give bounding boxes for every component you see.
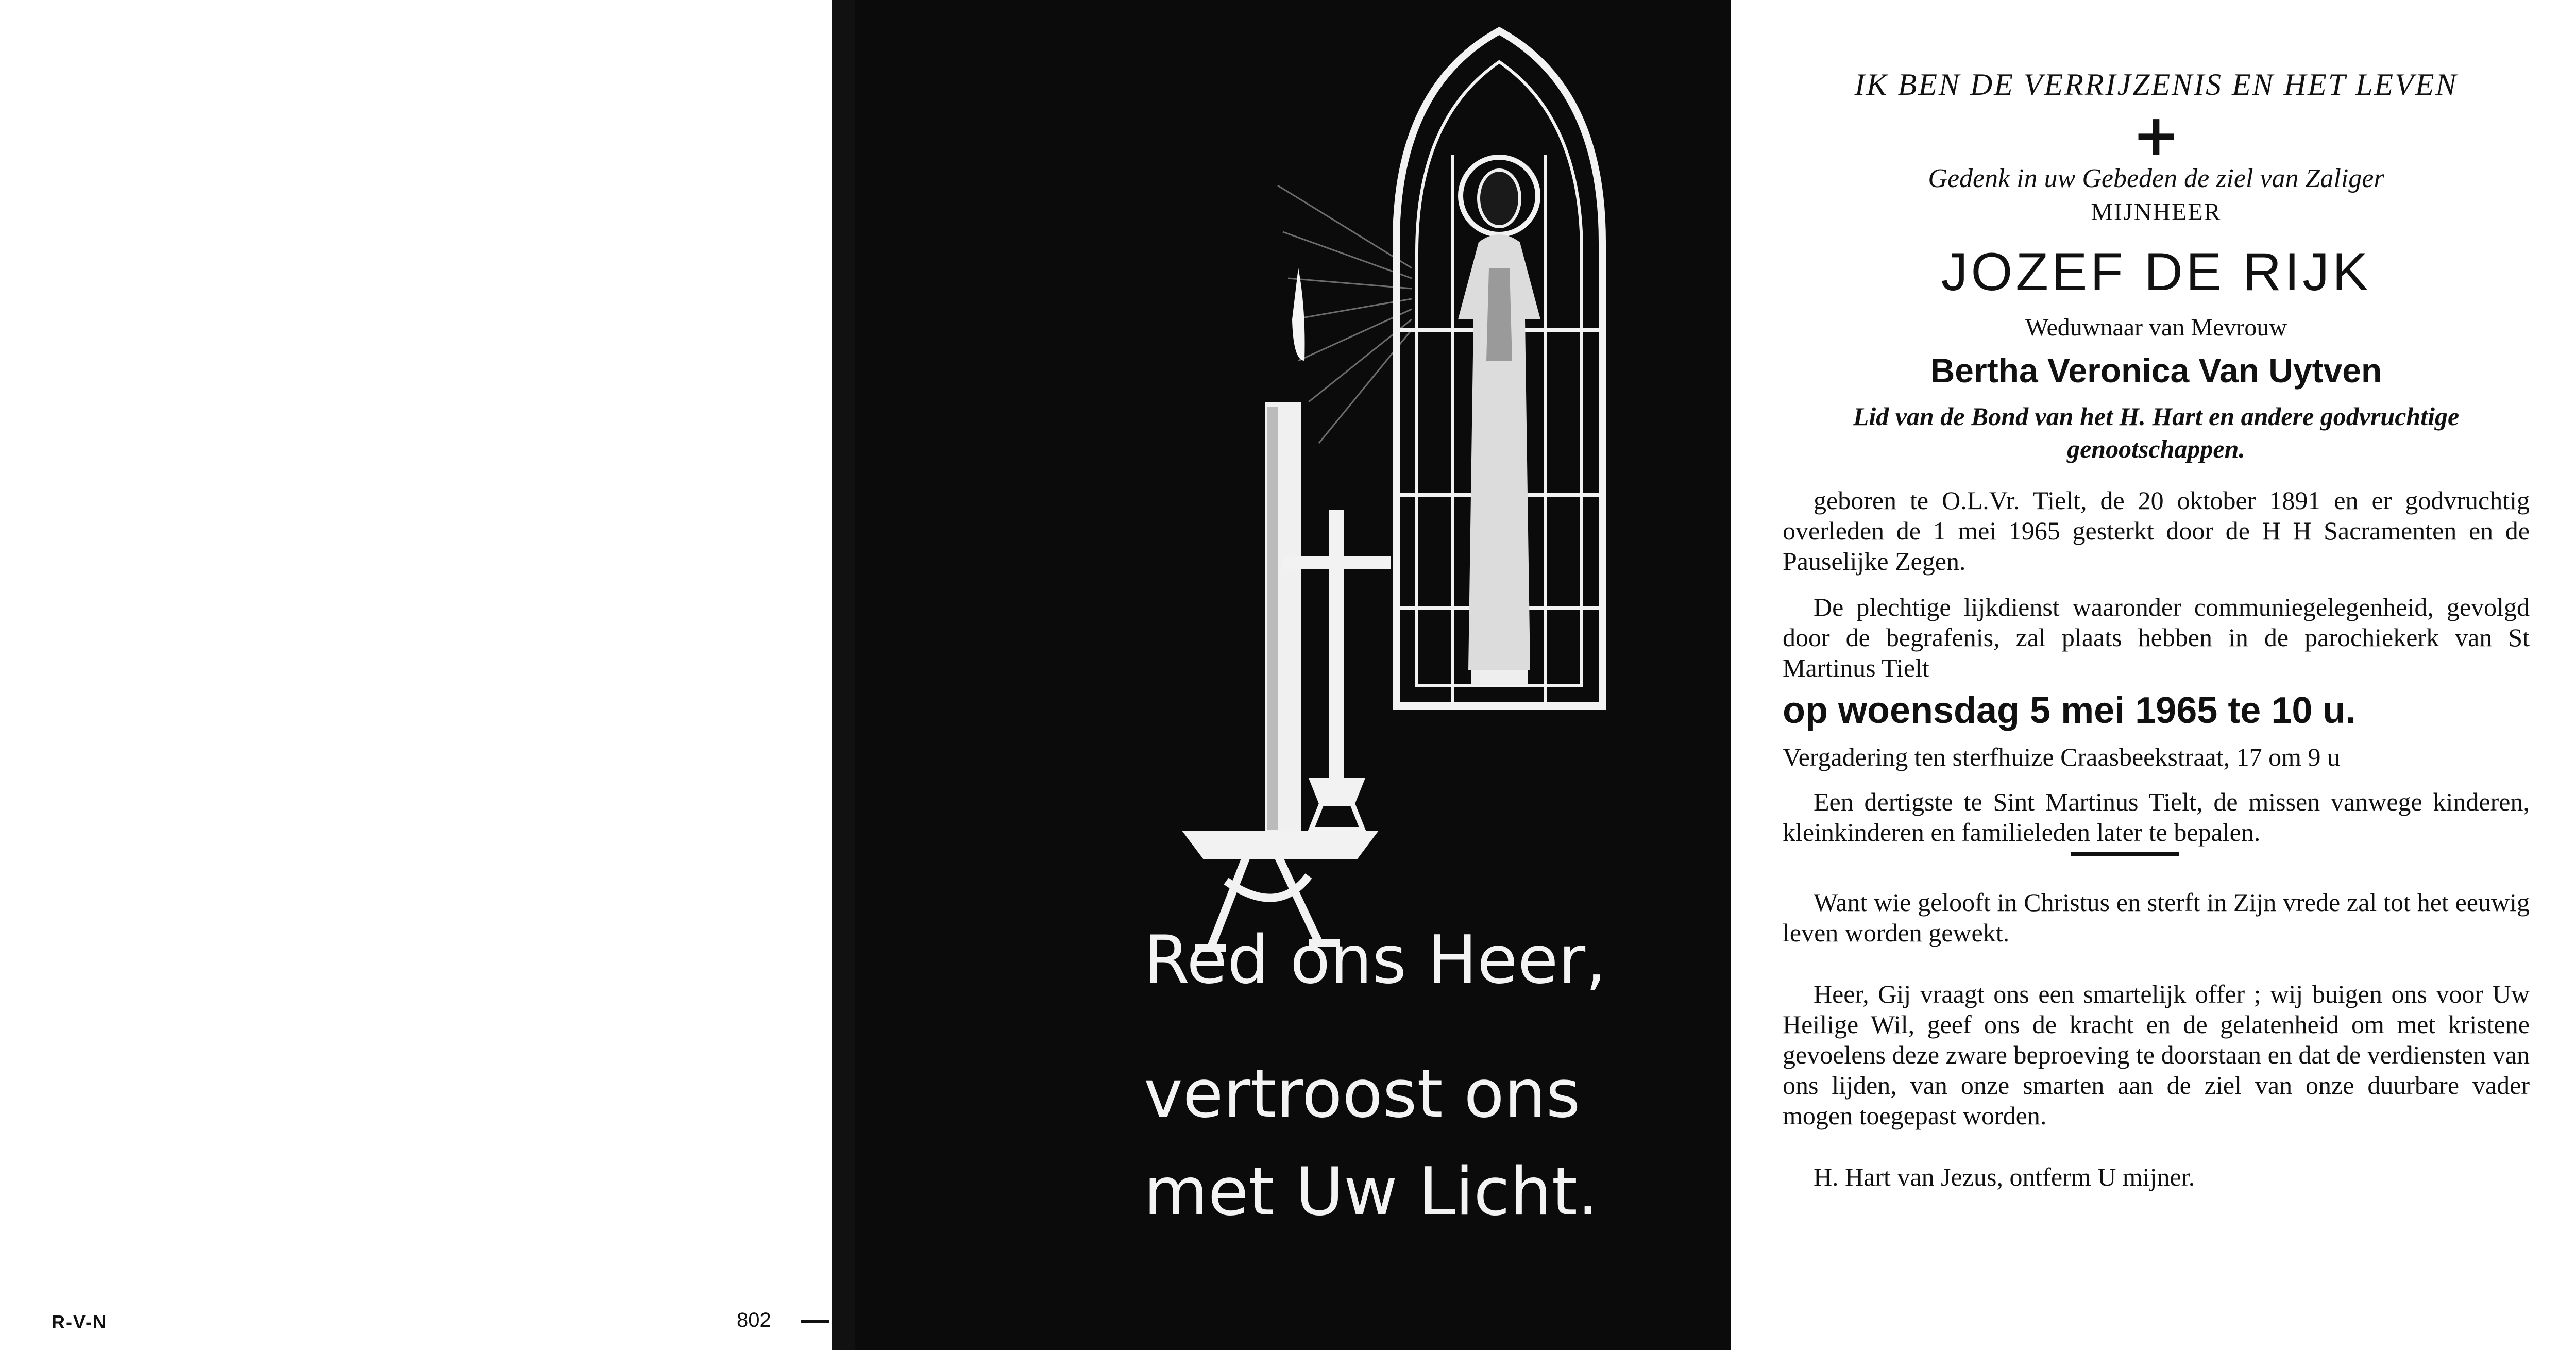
saint-figure xyxy=(1458,170,1540,685)
service-date: op woensdag 5 mei 1965 te 10 u. xyxy=(1783,690,2356,731)
widower-line: Weduwnaar van Mevrouw xyxy=(2025,314,2287,341)
cover-verse-line-1: Red ons Heer, xyxy=(1144,922,1606,999)
cover-verse-line-3: met Uw Licht. xyxy=(1144,1154,1599,1230)
motto: IK BEN DE VERRIJZENIS EN HET LEVEN xyxy=(1854,68,2458,102)
separator-rule xyxy=(2071,852,2179,856)
birth-death-paragraph: geboren te O.L.Vr. Tielt, de 20 oktober 1891 en er godvruchtig overleden de 1 mei 1965 gesterkt door de H H Sacramenten en de Pauselijke Zegen. xyxy=(1783,486,2530,576)
funeral-service-paragraph: De plechtige lijkdienst waaronder communiegelegenheid, gevolgd door de begrafenis, zal plaats hebben in de parochiekerk van St Martinus Tielt xyxy=(1783,593,2530,682)
honorific: MIJNHEER xyxy=(2091,198,2222,226)
meeting-line: Vergadering ten sterfhuize Craasbeekstraat, 17 om 9 u xyxy=(1783,742,2341,771)
remembrance-line: Gedenk in uw Gebeden de ziel van Zaliger xyxy=(1928,164,2384,193)
cross-icon: + xyxy=(2132,102,2180,168)
thirtieth-mass-paragraph: Een dertigste te Sint Martinus Tielt, de missen vanwege kinderen, kleinkinderen en familieleden later te bepalen. xyxy=(1783,787,2530,847)
wife-name: Bertha Veronica Van Uytven xyxy=(1930,351,2382,390)
closing-invocation: H. Hart van Jezus, ontferm U mijner. xyxy=(1814,1162,2195,1191)
prayer-paragraph: Heer, Gij vraagt ons een smartelijk offer ; wij buigen ons voor Uw Heilige Wil, geef ons de kracht en de gelatenheid om met kristene gevoelens deze zware beproeving te doorstaan en dat de verdiensten van ons lijden, van onze smarten aan de ziel van onze duurbare vader mogen toegepast worden. xyxy=(1783,980,2530,1130)
page-number: 802 xyxy=(737,1309,771,1331)
cover-illustration xyxy=(855,0,1731,1350)
cover-verse-line-2: vertroost ons xyxy=(1144,1056,1581,1133)
faith-paragraph: Want wie gelooft in Christus en sterft in Zijn vrede zal tot het eeuwig leven worden gewekt. xyxy=(1783,888,2530,947)
memorial-text-page xyxy=(1783,67,2530,1192)
cover-panel xyxy=(855,0,1731,1350)
reference-code: R-V-N xyxy=(52,1311,107,1332)
page-number-dash xyxy=(801,1320,829,1323)
deceased-name: JOZEF DE RIJK xyxy=(1941,242,2371,302)
binding-edge xyxy=(832,0,855,1350)
membership-line: Lid van de Bond van het H. Hart en andere godvruchtige genootschappen. xyxy=(1853,402,2460,463)
